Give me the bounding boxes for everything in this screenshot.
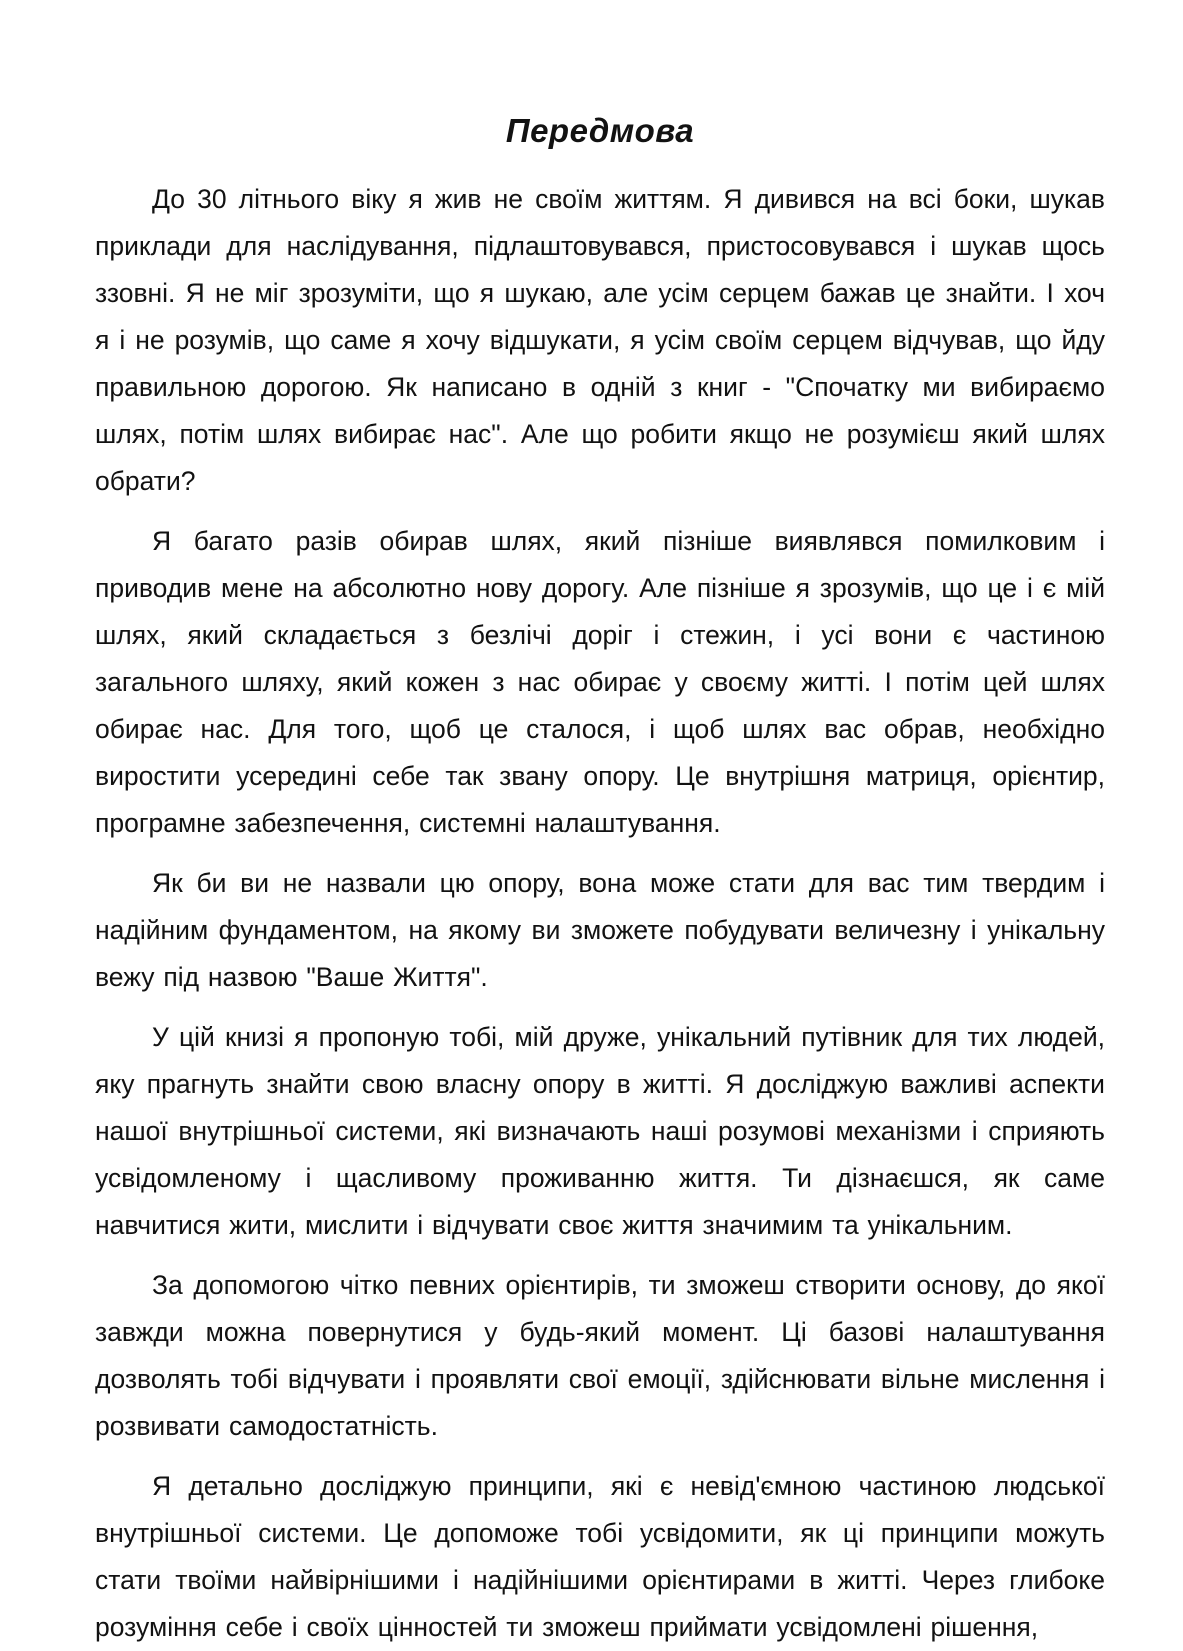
page-title: Передмова [505,112,695,149]
paragraph: До 30 літнього віку я жив не своїм життям. Я дивився на всі боки, шукав приклади для наслідування, підлаштовувався, пристосовувався і шукав щось ззовні. Я не міг зрозуміти, що я шукаю, але усім серцем бажав це знайти. І хоч я і не розумів, що саме я хочу відшукати, я усім своїм серцем відчував, що йду правильною дорогою. Як написано в одній з книг - "Спочатку ми вибираємо шлях, потім шлях вибирає нас". Але що робити якщо не розумієш який шлях обрати? [95,184,1105,496]
paragraph: У цій книзі я пропоную тобі, мій друже, унікальний путівник для тих людей, яку прагнуть знайти свою власну опору в житті. Я досліджую важливі аспекти нашої внутрішньої системи, які визначають наші розумові механізми і сприяють усвідомленому і щасливому проживанню життя. Ти дізнаєшся, як саме навчитися жити, мислити і відчувати своє життя значимим та унікальним. [95,1022,1105,1240]
paragraph: Я детально досліджую принципи, які є невід'ємною частиною людської внутрішньої системи. Це допоможе тобі усвідомити, як ці принципи можуть стати твоїми найвірнішими і надійнішими орієнтирами в житті. Через глибоке розуміння себе і своїх цінностей ти зможеш приймати усвідомлені рішення, [95,1471,1105,1642]
paragraph: За допомогою чітко певних орієнтирів, ти зможеш створити основу, до якої завжди можна повернутися у будь-який момент. Ці базові налаштування дозволять тобі відчувати і проявляти свої емоції, здійснювати вільне мислення і розвивати самодостатність. [95,1270,1105,1441]
paragraph: Як би ви не назвали цю опору, вона може стати для вас тим твердим і надійним фундаментом, на якому ви зможете побудувати величезну і унікальну вежу під назвою "Ваше Життя". [95,868,1105,992]
paragraph: Я багато разів обирав шлях, який пізніше виявлявся помилковим і приводив мене на абсолютно нову дорогу. Але пізніше я зрозумів, що це і є мій шлях, який складається з безлічі доріг і стежин, і усі вони є частиною загального шляху, який кожен з нас обирає у своєму житті. І потім цей шлях обирає нас. Для того, щоб це сталося, і щоб шлях вас обрав, необхідно виростити усередині себе так звану опору. Це внутрішня матриця, орієнтир, програмне забезпечення, системні налаштування. [95,526,1105,838]
